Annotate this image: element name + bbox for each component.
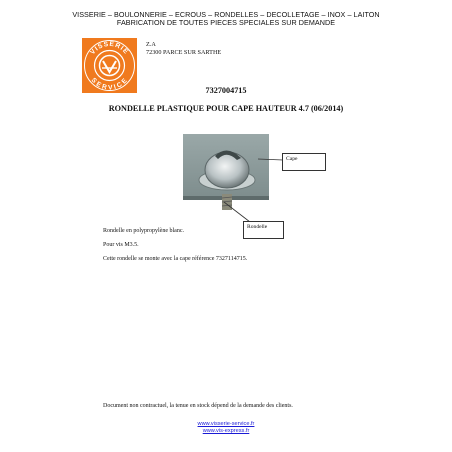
callout-cape [282, 153, 326, 171]
product-title: RONDELLE PLASTIQUE POUR CAPE HAUTEUR 4.7 (06/2014) [108, 104, 344, 113]
description-paragraph-2: Pour vis M3.5. [103, 242, 139, 248]
link-vis-express[interactable]: www.vis-express.fr [202, 428, 250, 434]
header-line-2: FABRICATION DE TOUTES PIECES SPECIALES SUR DEMANDE [116, 18, 336, 27]
footer-disclaimer: Document non contractuel, la tenue en stock dépend de la demande des clients. [103, 403, 293, 409]
callout-cape-label: Cape [286, 156, 298, 162]
link-visserie-service[interactable]: www.visserie-service.fr [197, 421, 255, 427]
description-paragraph-3: Cette rondelle se monte avec la cape référence 7327114715. [103, 256, 248, 262]
logo-text-bottom: SERVICE [89, 76, 130, 92]
description-paragraph-1: Rondelle en polypropylène blanc. [103, 228, 184, 234]
address-line-2: 72300 PARCE SUR SARTHE [146, 49, 222, 56]
address-line-1: Z.A [146, 41, 156, 48]
header-line-1: VISSERIE – BOULONNERIE – ECROUS – RONDELLES – DECOLLETAGE – INOX – LAITON [72, 10, 380, 19]
callout-rondelle-label: Rondelle [247, 224, 268, 230]
product-reference: 7327004715 [205, 86, 247, 95]
callout-rondelle [243, 221, 284, 239]
logo-text-top: VISSERIE [89, 40, 130, 57]
